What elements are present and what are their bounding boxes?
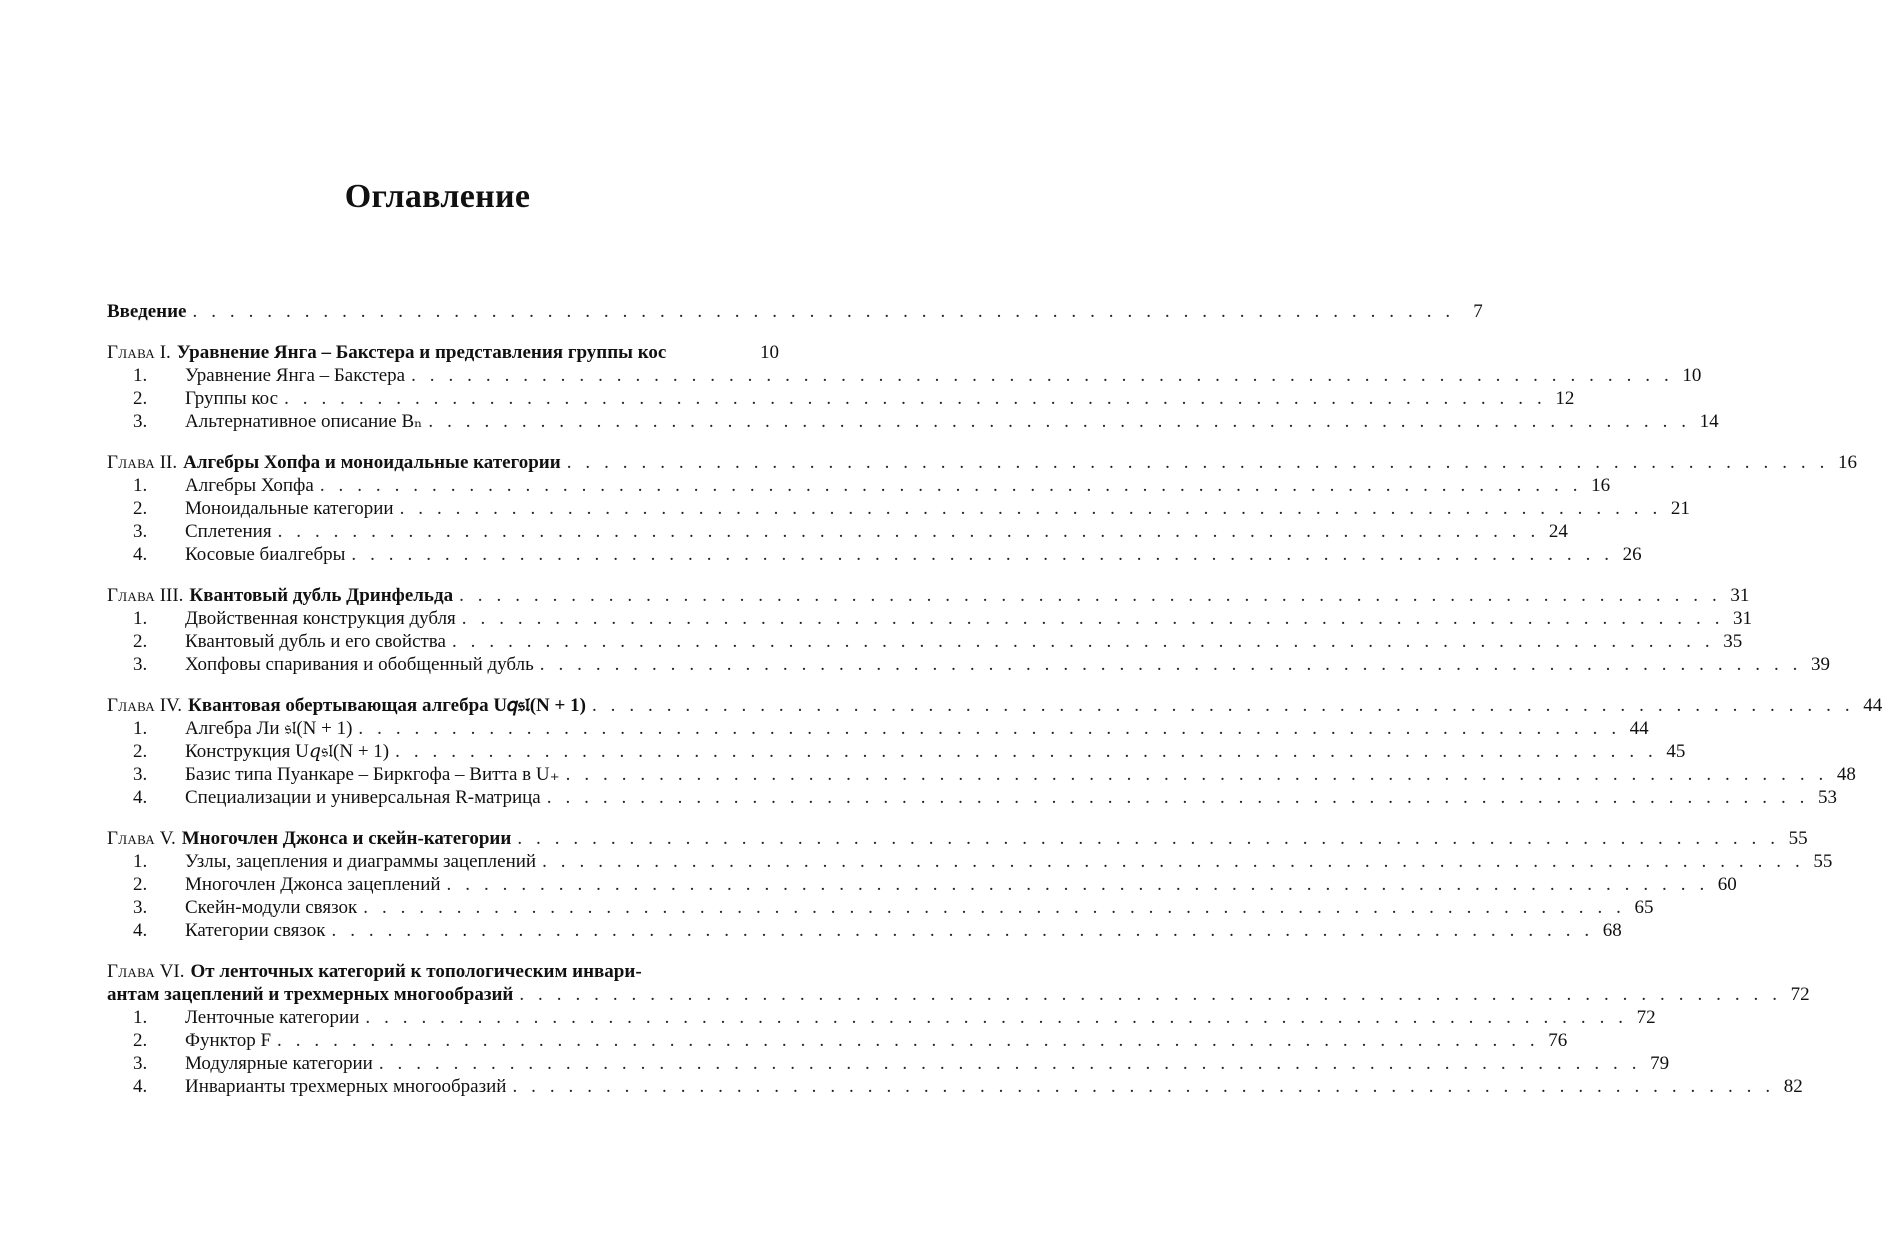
section-number: 3. <box>133 654 148 675</box>
section-title: Моноидальные категории <box>185 498 394 519</box>
section-number: 3. <box>133 411 148 432</box>
toc-section[interactable] <box>107 1029 1568 1052</box>
toc-section[interactable] <box>107 919 1622 942</box>
leader-dots: . . . . . . . . . . . . . . . . . . . . . . . . . . . . . . . . . . . . . . . . . . . . . . . . . . . . . . . . . . . . . . . . . . . . <box>411 365 1674 386</box>
section-page: 31 <box>1733 608 1753 629</box>
leader-dots: . . . . . . . . . . . . . . . . . . . . . . . . . . . . . . . . . . . . . . . . . . . . . . . . . . . . . . . . . . . . . . . . . . . . <box>517 828 1780 849</box>
section-title: Модулярные категории <box>185 1053 373 1074</box>
section-title: Функтор F <box>185 1030 272 1051</box>
section-page: 21 <box>1670 498 1690 519</box>
leader-dots: . . . . . . . . . . . . . . . . . . . . . . . . . . . . . . . . . . . . . . . . . . . . . . . . . . . . . . . . . . . . . . . . . . . . <box>192 301 1455 322</box>
section-title: Конструкция U𝑞𝔰𝔩(N + 1) <box>185 741 390 762</box>
toc-section[interactable] <box>107 387 1575 410</box>
section-page: 12 <box>1555 388 1575 409</box>
section-title: Узлы, зацепления и диаграммы зацеплений <box>185 851 537 872</box>
chapter-title: Квантовая обертывающая алгебра U𝑞𝔰𝔩(N + 1) <box>188 695 586 716</box>
leader-dots: . . . . . . . . . . . . . . . . . . . . . . . . . . . . . . . . . . . . . . . . . . . . . . . . . . . . . . . . . . . . . . . . . . . . <box>542 851 1805 872</box>
toc-section[interactable] <box>107 497 1690 520</box>
section-title: Скейн-модули связок <box>185 897 358 918</box>
leader-dots: . . . . . . . . . . . . . . . . . . . . . . . . . . . . . . . . . . . . . . . . . . . . . . . . . . . . . . . . . . . . . . . . . . . . <box>399 498 1662 519</box>
section-title: Базис типа Пуанкаре – Биркгофа – Витта в U₊ <box>185 764 560 785</box>
section-title: Многочлен Джонса зацеплений <box>185 874 441 895</box>
section-page: 14 <box>1699 411 1719 432</box>
toc-section[interactable] <box>107 410 1719 433</box>
section-page: 26 <box>1622 544 1642 565</box>
section-number: 4. <box>133 1076 148 1097</box>
leader-dots: . . . . . . . . . . . . . . . . . . . . . . . . . . . . . . . . . . . . . . . . . . . . . . . . . . . . . . . . . . . . . . . . . . . . <box>363 897 1626 918</box>
table-of-contents <box>107 300 1882 1098</box>
chapter-number: IV. <box>159 695 183 716</box>
section-number: 2. <box>133 1030 148 1051</box>
chapter-number: V. <box>159 828 176 849</box>
section-page: 44 <box>1629 718 1649 739</box>
chapter-title: Многочлен Джонса и скейн-категории <box>181 828 512 849</box>
toc-section[interactable] <box>107 364 1702 387</box>
toc-chapter-6-continuation[interactable] <box>107 983 1810 1006</box>
section-title: Инварианты трехмерных многообразий <box>185 1076 507 1097</box>
section-number: 4. <box>133 544 148 565</box>
leader-dots: . . . . . . . . . . . . . . . . . . . . . . . . . . . . . . . . . . . . . . . . . . . . . . . . . . . . . . . . . . . . . . . . . . . . <box>451 631 1715 652</box>
section-page: 79 <box>1650 1053 1670 1074</box>
introduction-label: Введение <box>107 301 187 322</box>
leader-dots: . . . . . . . . . . . . . . . . . . . . . . . . . . . . . . . . . . . . . . . . . . . . . . . . . . . . . . . . . . . . . . . . . . . . <box>395 741 1658 762</box>
chapter-title: Квантовый дубль Дринфельда <box>189 585 454 606</box>
toc-chapter-1[interactable] <box>107 341 779 364</box>
section-page: 16 <box>1591 475 1611 496</box>
leader-dots: . . . . . . . . . . . . . . . . . . . . . . . . . . . . . . . . . . . . . . . . . . . . . . . . . . . . . . . . . . . . . . . . . . . . <box>331 920 1594 941</box>
chapter-number: II. <box>159 452 178 473</box>
toc-chapter-4[interactable] <box>107 694 1882 717</box>
section-page: 53 <box>1818 787 1837 808</box>
toc-section[interactable] <box>107 873 1737 896</box>
section-title: Косовые биалгебры <box>185 544 346 565</box>
section-number: 1. <box>133 1007 148 1028</box>
section-title: Алгебры Хопфа <box>185 475 314 496</box>
leader-dots: . . . . . . . . . . . . . . . . . . . . . . . . . . . . . . . . . . . . . . . . . . . . . . . . . . . . . . . . . . . . . . . . . . . . <box>512 1076 1775 1097</box>
section-page: 65 <box>1634 897 1654 918</box>
chapter-word: Глава <box>107 342 155 363</box>
toc-section[interactable] <box>107 850 1833 873</box>
section-number: 1. <box>133 365 148 386</box>
section-number: 3. <box>133 521 148 542</box>
toc-section[interactable] <box>107 543 1642 566</box>
toc-section[interactable] <box>107 717 1649 740</box>
section-number: 2. <box>133 498 148 519</box>
section-title: Группы кос <box>185 388 279 409</box>
section-title: Двойственная конструкция дубля <box>185 608 456 629</box>
leader-dots: . . . . . . . . . . . . . . . . . . . . . . . . . . . . . . . . . . . . . . . . . . . . . . . . . . . . . . . . . . . . . . . . . . . . <box>539 654 1803 675</box>
section-page: 35 <box>1723 631 1743 652</box>
chapter-title-line-1: От ленточных категорий к топологическим инвари- <box>190 961 642 982</box>
toc-section[interactable] <box>107 630 1743 653</box>
section-title: Алгебра Ли 𝔰𝔩(N + 1) <box>185 718 353 739</box>
section-title: Хопфовы спаривания и обобщенный дубль <box>185 654 534 675</box>
chapter-number: III. <box>159 585 184 606</box>
toc-chapter-2[interactable] <box>107 451 1857 474</box>
chapter-title-line-2: антам зацеплений и трехмерных многообразий <box>107 984 514 1005</box>
section-number: 4. <box>133 920 148 941</box>
leader-dots: . . . . . . . . . . . . . . . . . . . . . . . . . . . . . . . . . . . . . . . . . . . . . . . . . . . . . . . . . . . . . . . . . . . . <box>519 984 1782 1005</box>
section-page: 24 <box>1548 521 1568 542</box>
leader-dots: . . . . . . . . . . . . . . . . . . . . . . . . . . . . . . . . . . . . . . . . . . . . . . . . . . . . . . . . . . . . . . . . . . . . <box>351 544 1614 565</box>
toc-section[interactable] <box>107 1006 1656 1029</box>
section-page: 55 <box>1813 851 1833 872</box>
toc-section[interactable] <box>107 763 1856 786</box>
leader-dots: . . . . . . . . . . . . . . . . . . . . . . . . . . . . . . . . . . . . . . . . . . . . . . . . . . . . . . . . . . . . . . . . . . . . <box>566 452 1829 473</box>
toc-chapter-5[interactable] <box>107 827 1808 850</box>
leader-dots: . . . . . . . . . . . . . . . . . . . . . . . . . . . . . . . . . . . . . . . . . . . . . . . . . . . . . . . . . . . . . . . . . . . . <box>358 718 1621 739</box>
chapter-page: 10 <box>760 342 779 363</box>
leader-dots: . . . . . . . . . . . . . . . . . . . . . . . . . . . . . . . . . . . . . . . . . . . . . . . . . . . . . . . . . . . . . . . . . . . . <box>365 1007 1628 1028</box>
section-number: 1. <box>133 851 148 872</box>
section-title: Квантовый дубль и его свойства <box>185 631 446 652</box>
chapter-word: Глава <box>107 828 155 849</box>
toc-section[interactable] <box>107 786 1837 809</box>
leader-dots: . . . . . . . . . . . . . . . . . . . . . . . . . . . . . . . . . . . . . . . . . . . . . . . . . . . . . . . . . . . . . . . . . . . . <box>378 1053 1642 1074</box>
leader-dots: . . . . . . . . . . . . . . . . . . . . . . . . . . . . . . . . . . . . . . . . . . . . . . . . . . . . . . . . . . . . . . . . . . . . <box>428 411 1691 432</box>
section-page: 45 <box>1666 741 1686 762</box>
toc-section[interactable] <box>107 740 1686 763</box>
leader-dots: . . . . . . . . . . . . . . . . . . . . . . . . . . . . . . . . . . . . . . . . . . . . . . . . . . . . . . . . . . . . . . . . . . . . <box>277 1030 1540 1051</box>
section-page: 76 <box>1548 1030 1568 1051</box>
leader-dots: . . . . . . . . . . . . . . . . . . . . . . . . . . . . . . . . . . . . . . . . . . . . . . . . . . . . . . . . . . . . . . . . . . . . <box>446 874 1709 895</box>
chapter-page: 55 <box>1788 828 1808 849</box>
section-number: 2. <box>133 741 148 762</box>
section-number: 3. <box>133 897 148 918</box>
section-page: 10 <box>1682 365 1702 386</box>
chapter-word: Глава <box>107 695 155 716</box>
toc-section[interactable] <box>107 520 1568 543</box>
section-title: Альтернативное описание Bₙ <box>185 411 423 432</box>
leader-dots: . . . . . . . . . . . . . . . . . . . . . . . . . . . . . . . . . . . . . . . . . . . . . . . . . . . . . . . . . . . . . . . . . . . . <box>565 764 1828 785</box>
leader-dots: . . . . . . . . . . . . . . . . . . . . . . . . . . . . . . . . . . . . . . . . . . . . . . . . . . . . . . . . . . . . . . . . . . . . <box>284 388 1547 409</box>
leader-dots: . . . . . . . . . . . . . . . . . . . . . . . . . . . . . . . . . . . . . . . . . . . . . . . . . . . . . . . . . . . . . . . . . . . . <box>459 585 1722 606</box>
chapter-page: 16 <box>1837 452 1857 473</box>
leader-dots: . . . . . . . . . . . . . . . . . . . . . . . . . . . . . . . . . . . . . . . . . . . . . . . . . . . . . . . . . . . . . . . . . . . . <box>591 695 1855 716</box>
toc-section[interactable] <box>107 1052 1670 1075</box>
toc-section[interactable] <box>107 1075 1803 1098</box>
section-title: Уравнение Янга – Бакстера <box>185 365 406 386</box>
leader-dots: . . . . . . . . . . . . . . . . . . . . . . . . . . . . . . . . . . . . . . . . . . . . . . . . . . . . . . . . . . . . . . . . . . . . <box>277 521 1540 542</box>
chapter-title: Алгебры Хопфа и моноидальные категории <box>183 452 561 473</box>
section-page: 68 <box>1602 920 1622 941</box>
section-number: 1. <box>133 718 148 739</box>
leader-dots: . . . . . . . . . . . . . . . . . . . . . . . . . . . . . . . . . . . . . . . . . . . . . . . . . . . . . . . . . . . . . . . . . . . . <box>546 787 1809 808</box>
section-title: Специализации и универсальная R-матрица <box>185 787 541 808</box>
toc-chapter-6[interactable] <box>107 960 779 983</box>
section-number: 1. <box>133 608 148 629</box>
section-page: 72 <box>1636 1007 1656 1028</box>
toc-section[interactable] <box>107 474 1611 497</box>
section-title: Ленточные категории <box>185 1007 360 1028</box>
leader-dots: . . . . . . . . . . . . . . . . . . . . . . . . . . . . . . . . . . . . . . . . . . . . . . . . . . . . . . . . . . . . . . . . . . . . <box>319 475 1583 496</box>
section-number: 3. <box>133 764 148 785</box>
chapter-word: Глава <box>107 585 155 606</box>
chapter-number: VI. <box>159 961 185 982</box>
section-title: Сплетения <box>185 521 272 542</box>
chapter-page: 31 <box>1730 585 1750 606</box>
chapter-page: 44 <box>1863 695 1882 716</box>
chapter-title: Уравнение Янга – Бакстера и представления группы кос <box>176 342 667 363</box>
page-title: Оглавление <box>344 178 531 215</box>
section-number: 3. <box>133 1053 148 1074</box>
toc-chapter-3[interactable] <box>107 584 1750 607</box>
section-number: 2. <box>133 631 148 652</box>
chapter-word: Глава <box>107 452 155 473</box>
chapter-number: I. <box>159 342 171 363</box>
toc-section[interactable] <box>107 653 1831 676</box>
section-number: 4. <box>133 787 148 808</box>
chapter-page: 72 <box>1790 984 1810 1005</box>
toc-section[interactable] <box>107 896 1654 919</box>
section-number: 2. <box>133 874 148 895</box>
chapter-word: Глава <box>107 961 155 982</box>
section-number: 1. <box>133 475 148 496</box>
section-page: 60 <box>1717 874 1737 895</box>
toc-introduction[interactable] <box>107 300 1483 323</box>
section-page: 48 <box>1836 764 1856 785</box>
introduction-page: 7 <box>1473 301 1483 322</box>
section-page: 82 <box>1783 1076 1803 1097</box>
section-title: Категории связок <box>185 920 326 941</box>
section-page: 39 <box>1811 654 1831 675</box>
toc-section[interactable] <box>107 607 1753 630</box>
leader-dots: . . . . . . . . . . . . . . . . . . . . . . . . . . . . . . . . . . . . . . . . . . . . . . . . . . . . . . . . . . . . . . . . . . . . <box>461 608 1725 629</box>
section-number: 2. <box>133 388 148 409</box>
